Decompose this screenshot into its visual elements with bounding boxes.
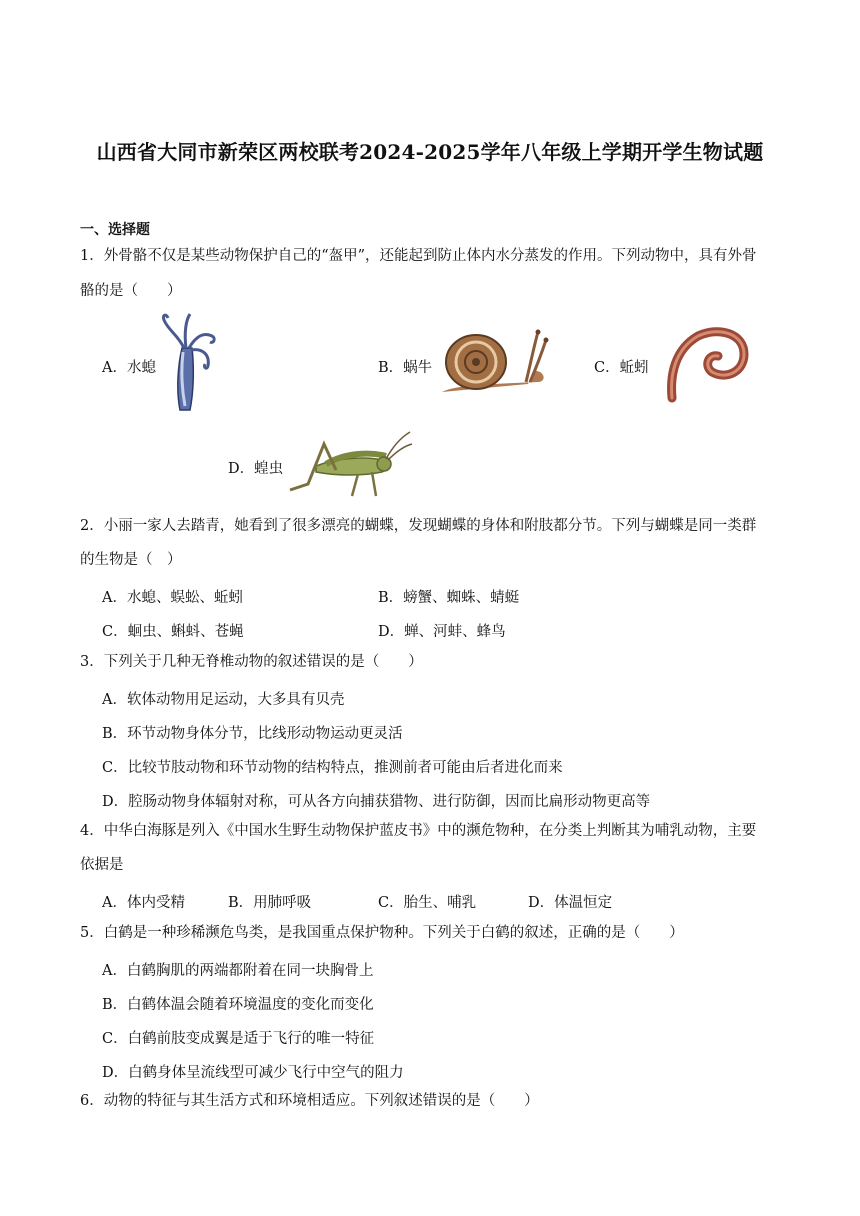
question-2-option-d[interactable]: D．蝉、河蚌、蜂鸟	[378, 624, 506, 640]
question-4-option-b[interactable]: B．用肺呼吸	[228, 895, 312, 911]
question-1-option-b[interactable]: B．蜗牛	[378, 360, 433, 376]
question-1-option-c[interactable]: C．蚯蚓	[594, 360, 649, 376]
question-3-option-d[interactable]: D．腔肠动物身体辐射对称，可从各方向捕获猎物、进行防御，因而比扁形动物更高等	[102, 794, 651, 810]
question-3-line-1: 3．下列关于几种无脊椎动物的叙述错误的是（ ）	[80, 654, 423, 670]
question-5-option-c[interactable]: C．白鹤前肢变成翼是适于飞行的唯一特征	[102, 1031, 375, 1047]
grasshopper-image	[286, 426, 412, 502]
question-1-option-a[interactable]: A．水螅	[102, 360, 156, 376]
question-3-option-a[interactable]: A．软体动物用足运动，大多具有贝壳	[102, 692, 345, 708]
question-2-line-1: 2．小丽一家人去踏青，她看到了很多漂亮的蝴蝶，发现蝴蝶的身体和附肢都分节。下列与蝴蝶是同一类群	[80, 518, 757, 534]
question-4-line-1: 4．中华白海豚是列入《中国水生野生动物保护蓝皮书》中的濒危物种，在分类上判断其为哺乳动物，主要	[80, 823, 757, 839]
hydra-image	[158, 310, 222, 414]
question-4-option-d[interactable]: D．体温恒定	[528, 895, 613, 911]
question-3-option-c[interactable]: C．比较节肢动物和环节动物的结构特点，推测前者可能由后者进化而来	[102, 760, 563, 776]
question-2-option-b[interactable]: B．螃蟹、蜘蛛、蜻蜓	[378, 590, 520, 606]
question-2-line-2: 的生物是（ ）	[80, 552, 182, 568]
question-5-line-1: 5．白鹤是一种珍稀濒危鸟类，是我国重点保护物种。下列关于白鹤的叙述，正确的是（ ）	[80, 925, 684, 941]
question-5-option-b[interactable]: B．白鹤体温会随着环境温度的变化而变化	[102, 997, 374, 1013]
question-5-option-a[interactable]: A．白鹤胸肌的两端都附着在同一块胸骨上	[102, 963, 374, 979]
question-6-line-1: 6．动物的特征与其生活方式和环境相适应。下列叙述错误的是（ ）	[80, 1093, 539, 1109]
question-4-line-2: 依据是	[80, 857, 124, 873]
section-heading: 一、选择题	[80, 222, 150, 238]
question-1-line-1: 1．外骨骼不仅是某些动物保护自己的“盔甲”，还能起到防止体内水分蒸发的作用。下列动物中，具有外骨	[80, 248, 757, 264]
question-4-option-a[interactable]: A．体内受精	[102, 895, 185, 911]
page-title: 山西省大同市新荣区两校联考2024-2025学年八年级上学期开学生物试题	[96, 140, 764, 164]
question-2-option-a[interactable]: A．水螅、蜈蚣、蚯蚓	[102, 590, 243, 606]
question-1-option-d[interactable]: D．蝗虫	[228, 461, 284, 477]
question-1-line-2: 骼的是（ ）	[80, 283, 182, 299]
question-3-option-b[interactable]: B．环节动物身体分节，比线形动物运动更灵活	[102, 726, 403, 742]
snail-image	[438, 326, 550, 398]
question-2-option-c[interactable]: C．蛔虫、蝌蚪、苍蝇	[102, 624, 244, 640]
question-5-option-d[interactable]: D．白鹤身体呈流线型可减少飞行中空气的阻力	[102, 1065, 404, 1081]
question-4-option-c[interactable]: C．胎生、哺乳	[378, 895, 477, 911]
earthworm-image	[664, 326, 750, 402]
